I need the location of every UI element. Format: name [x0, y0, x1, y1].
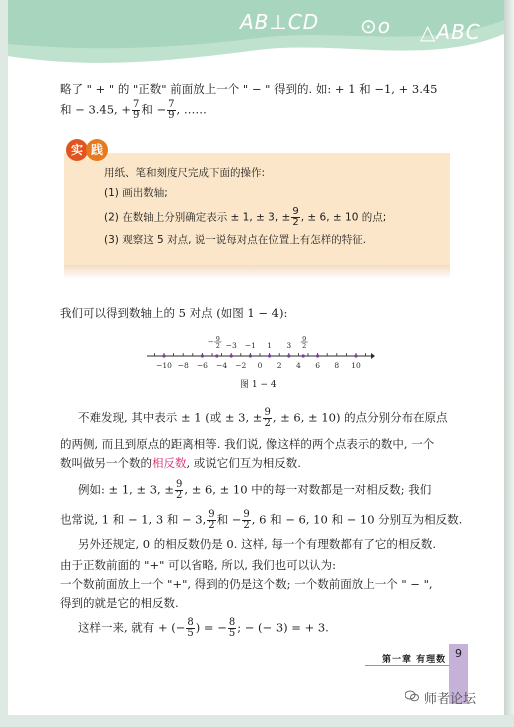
chapter-title: 第一章 有理数: [382, 655, 447, 665]
body-p1-line2: 的两侧, 而且到原点的距离相等. 我们说, 像这样的两个点表示的数中, 一个: [60, 437, 435, 451]
figure-intro: 我们可以得到数轴上的 5 对点 (如图 1 − 4):: [60, 306, 288, 320]
body-p6: 得到的就是它的相反数.: [60, 596, 179, 610]
fraction: [228, 618, 236, 639]
fraction: [175, 480, 183, 501]
page-edge-shadow: [504, 0, 514, 715]
body-p5: 一个数前面放上一个 "+", 得到的仍是这个数; 一个数前面放上一个 " − ",: [60, 577, 433, 591]
tick-label: 4: [296, 361, 301, 370]
body-p7-c: ; − (− 3) = + 3.: [237, 620, 329, 635]
fraction: [291, 207, 299, 228]
fraction-numerator: 9: [176, 479, 183, 490]
header-formula-triangle: △ABC: [420, 20, 481, 44]
figure-caption: 图 1 − 4: [240, 380, 277, 390]
header-formula-circle: ⊙o: [360, 14, 391, 38]
intro-text-c: , ……: [176, 102, 207, 117]
marked-point: [201, 354, 204, 357]
marked-point: [354, 354, 357, 357]
fraction-denominator: 2: [243, 520, 250, 531]
fraction-numerator: 9: [264, 407, 271, 418]
fraction-part: −: [207, 338, 214, 346]
body-p1-line3-b: , 或说它们互为相反数.: [186, 456, 301, 470]
fraction-part: 2: [215, 342, 220, 350]
fraction: [242, 510, 250, 531]
body-p2-b: , ± 6, ± 10 中的每一对数都是一对相反数; 我们: [184, 482, 432, 497]
marked-point: [316, 354, 319, 357]
tick-label: 10: [351, 361, 361, 370]
fraction-denominator: 2: [264, 418, 271, 429]
badge-char-1: 实: [66, 139, 88, 161]
fraction-numerator: 9: [243, 509, 250, 520]
intro-text-b: 和 −: [141, 102, 167, 117]
practice-box-fade: [64, 265, 450, 279]
fraction: [263, 408, 271, 429]
chat-bubble-icon: [405, 690, 419, 702]
fraction-numerator: 8: [228, 617, 236, 628]
point-label: −3: [225, 341, 237, 350]
point-label: −1: [244, 341, 256, 350]
fraction-part: 9: [215, 335, 220, 343]
intro-line-2: [60, 100, 207, 121]
body-p2-line2-c: , 6 和 − 6, 10 和 − 10 分别互为相反数.: [251, 512, 463, 527]
tick-label: −6: [196, 361, 208, 370]
body-p1-line3: [60, 456, 301, 470]
marked-point: [249, 354, 252, 357]
point-label-fraction: [301, 335, 308, 350]
fraction-denominator: 9: [133, 110, 140, 121]
marked-point: [287, 354, 290, 357]
page-number: 9: [449, 644, 468, 704]
footer-rule: [365, 665, 449, 666]
fraction-part: 2: [302, 342, 307, 350]
page-header: [8, 0, 504, 66]
fraction: [132, 100, 140, 121]
fraction: [167, 100, 175, 121]
body-p2-a: 例如: ± 1, ± 3, ±: [78, 482, 175, 497]
practice-step-1: (1) 画出数轴;: [104, 187, 168, 199]
fraction-numerator: 9: [292, 206, 299, 217]
body-p1-b: , ± 6, ± 10) 的点分别分布在原点: [272, 410, 448, 425]
tick-label: 0: [257, 361, 263, 370]
tick-label: −8: [177, 361, 189, 370]
intro-text-a: 和 − 3.45, +: [60, 102, 131, 117]
tick-label: 2: [276, 361, 282, 370]
body-p7-b: ) = −: [195, 620, 227, 635]
body-p2-line2: [60, 510, 462, 531]
intro-line-1: 略了 " + " 的 "正数" 前面放上一个 " − " 得到的. 如: + 1 和 −1, + 3.45: [60, 82, 438, 96]
body-p3: 另外还规定, 0 的相反数仍是 0. 这样, 每一个有理数都有了它的相反数.: [78, 537, 437, 551]
fraction: [207, 510, 215, 531]
fraction-numerator: 8: [187, 617, 194, 628]
fraction: [186, 618, 194, 639]
marked-point: [162, 354, 165, 357]
body-p2-line2-a: 也常说, 1 和 − 1, 3 和 − 3,: [60, 512, 207, 527]
fraction-denominator: 2: [208, 520, 215, 531]
body-p7-a: 这样一来, 就有 + (−: [78, 620, 186, 635]
tick-label: 8: [334, 361, 340, 370]
page-left-margin: [0, 0, 8, 715]
tick-label: −10: [156, 361, 172, 370]
practice-instruction: 用纸、笔和刻度尺完成下面的操作:: [104, 167, 266, 179]
axis-arrow: [371, 353, 375, 359]
body-p1-line1: [78, 408, 448, 429]
marked-point: [215, 354, 218, 357]
body-p1-line3-a: 数叫做另一个数的: [60, 456, 152, 470]
point-label: 3: [286, 341, 292, 350]
practice-step-2-b: , ± 6, ± 10 的点;: [300, 211, 387, 224]
tick-label: 6: [315, 361, 320, 370]
tick-label: −4: [216, 361, 228, 370]
fraction-numerator: 9: [208, 509, 215, 520]
header-formula-perpendicular: AB⊥CD: [240, 10, 320, 34]
point-label-fraction: [208, 335, 221, 350]
body-p4: 由于正数前面的 "+" 可以省略, 所以, 我们也可以认为:: [60, 558, 337, 572]
fraction-part: 9: [302, 335, 307, 343]
fraction-numerator: 7: [133, 99, 140, 110]
marked-point: [230, 354, 233, 357]
body-p2-line2-b: 和 −: [216, 512, 242, 527]
badge-char-2: 践: [86, 139, 108, 161]
fraction-denominator: 5: [228, 628, 236, 639]
practice-step-3: (3) 观察这 5 对点, 说一说每对点在位置上有怎样的特征.: [104, 234, 367, 246]
keyword-opposite-number: 相反数: [152, 456, 187, 470]
marked-point: [302, 354, 305, 357]
bottom-strip: [0, 715, 514, 727]
body-p7-equation: [78, 618, 329, 639]
point-label: 1: [267, 341, 272, 350]
fraction-denominator: 5: [187, 628, 194, 639]
fraction-denominator: 2: [292, 217, 299, 228]
fraction-denominator: 2: [176, 490, 183, 501]
practice-badge: [66, 139, 110, 161]
body-p2-line1: [78, 480, 431, 501]
fraction-denominator: 9: [168, 110, 175, 121]
body-p1-a: 不难发现, 其中表示 ± 1 (或 ± 3, ±: [78, 410, 263, 425]
watermark-text: 师者论坛: [424, 692, 477, 707]
practice-step-2: [104, 207, 386, 228]
marked-point: [268, 354, 271, 357]
tick-label: −2: [235, 361, 247, 370]
fraction-numerator: 7: [168, 99, 175, 110]
practice-step-2-a: (2) 在数轴上分别确定表示 ± 1, ± 3, ±: [104, 211, 291, 224]
